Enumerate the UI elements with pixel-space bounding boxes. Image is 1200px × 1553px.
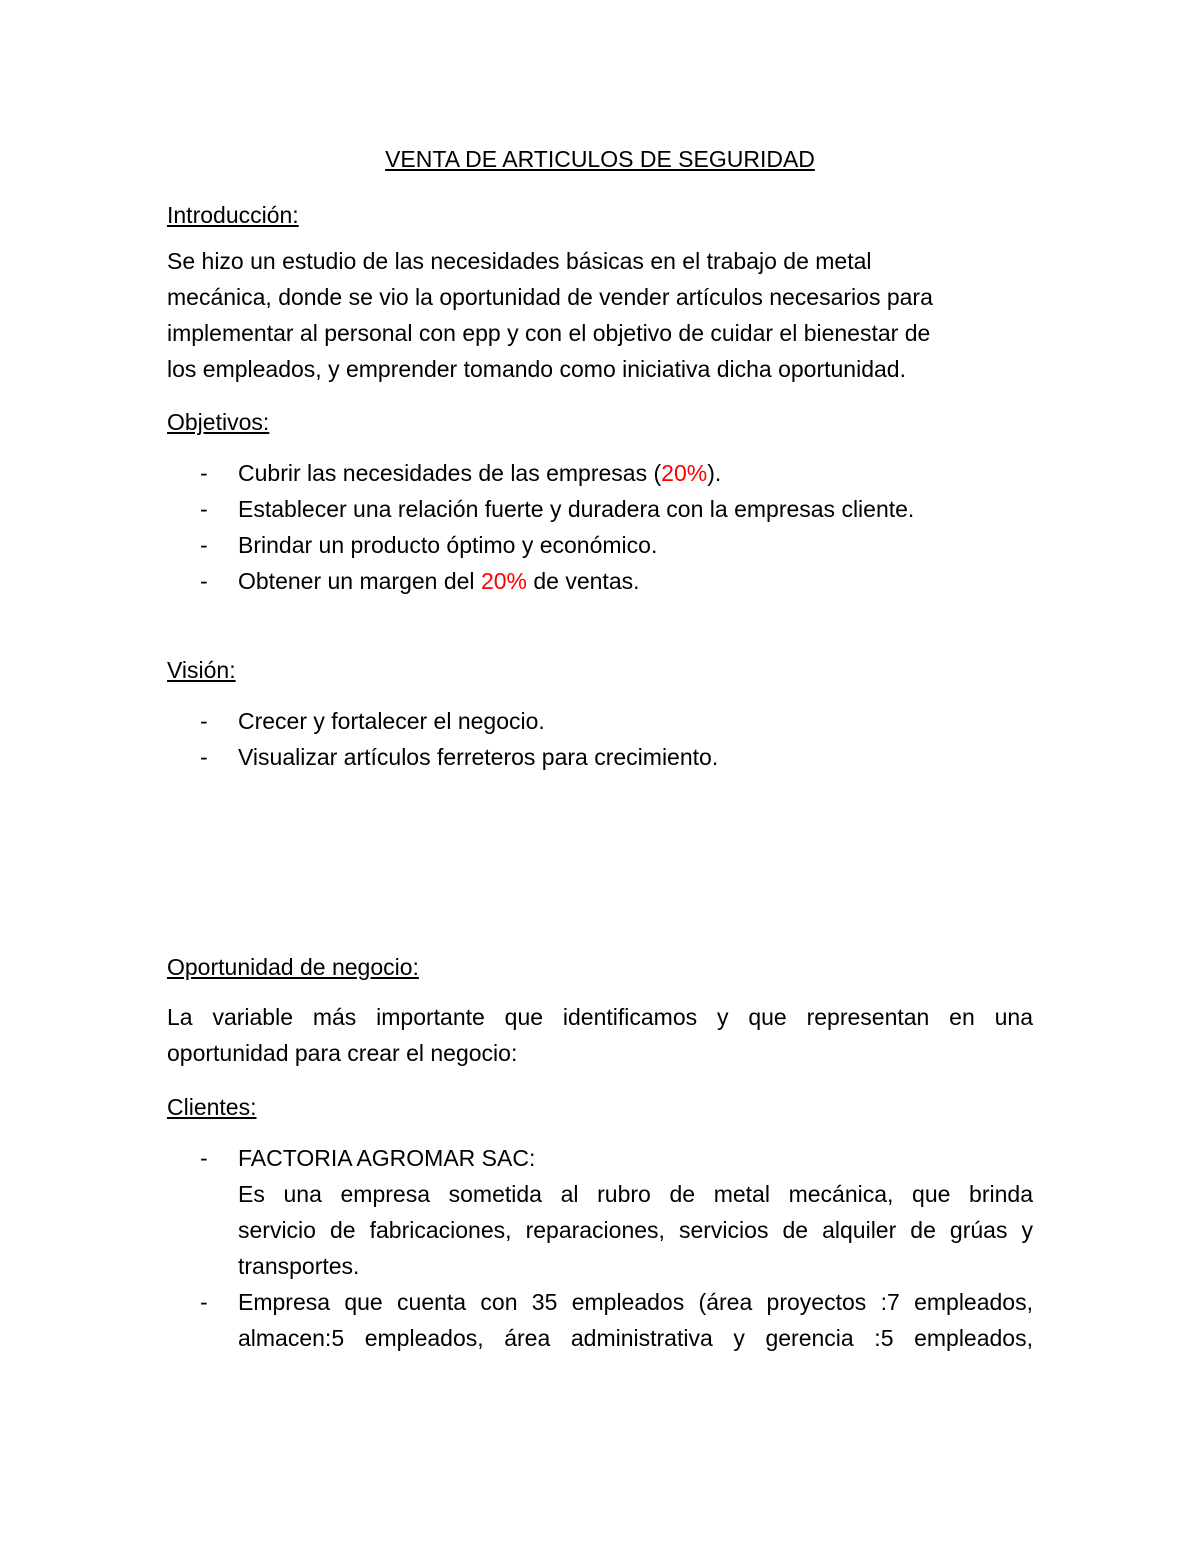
client-description-line: servicio de fabricaciones, reparaciones, servicios de alquiler de grúas y <box>238 1217 1033 1243</box>
item-text: ). <box>707 460 722 486</box>
list-item <box>167 1284 1033 1356</box>
client-description-line: Es una empresa sometida al rubro de metal mecánica, que brinda <box>238 1181 1033 1207</box>
item-text: Establecer una relación fuerte y duradera con la empresas cliente. <box>238 496 915 522</box>
document-title: VENTA DE ARTICULOS DE SEGURIDAD <box>385 146 815 172</box>
introduccion-line: Se hizo un estudio de las necesidades básicas en el trabajo de metal <box>167 248 872 274</box>
dash-bullet: - <box>200 496 208 522</box>
objetivos-heading: Objetivos: <box>167 409 270 435</box>
introduccion-line: mecánica, donde se vio la oportunidad de vender artículos necesarios para <box>167 284 933 310</box>
item-text: Crecer y fortalecer el negocio. <box>238 708 545 734</box>
dash-bullet: - <box>200 744 208 770</box>
list-item <box>167 739 1033 775</box>
introduccion-line: los empleados, y emprender tomando como iniciativa dicha oportunidad. <box>167 356 906 382</box>
list-item <box>167 563 1033 599</box>
item-text: Brindar un producto óptimo y económico. <box>238 532 658 558</box>
list-item <box>167 491 1033 527</box>
list-item <box>167 455 1033 491</box>
client-description-line: almacen:5 empleados, área administrativa y gerencia :5 empleados, <box>238 1325 1033 1351</box>
introduccion-paragraph <box>167 243 1033 387</box>
list-item <box>167 703 1033 739</box>
dash-bullet: - <box>200 568 208 594</box>
dash-bullet: - <box>200 532 208 558</box>
client-description-line: Empresa que cuenta con 35 empleados (área proyectos :7 empleados, <box>238 1289 1033 1315</box>
percentage-highlight: 20% <box>661 460 708 486</box>
client-name: FACTORIA AGROMAR SAC: <box>238 1145 536 1171</box>
dash-bullet: - <box>200 1145 208 1171</box>
client-description-line: transportes. <box>238 1253 360 1279</box>
oportunidad-heading: Oportunidad de negocio: <box>167 954 419 980</box>
vision-list <box>167 703 1033 775</box>
oportunidad-line: La variable más importante que identificamos y que representan en una <box>167 1004 1033 1030</box>
vision-heading: Visión: <box>167 657 236 683</box>
list-item <box>167 1140 1033 1284</box>
introduccion-line: implementar al personal con epp y con el objetivo de cuidar el bienestar de <box>167 320 931 346</box>
percentage-highlight: 20% <box>480 568 527 594</box>
objetivos-list <box>167 455 1033 599</box>
list-item <box>167 527 1033 563</box>
item-text: Visualizar artículos ferreteros para crecimiento. <box>238 744 719 770</box>
dash-bullet: - <box>200 1289 208 1315</box>
clientes-list <box>167 1140 1033 1356</box>
oportunidad-paragraph <box>167 999 1033 1071</box>
clientes-heading: Clientes: <box>167 1094 257 1120</box>
oportunidad-line: oportunidad para crear el negocio: <box>167 1040 518 1066</box>
introduccion-heading: Introducción: <box>167 202 299 228</box>
dash-bullet: - <box>200 460 208 486</box>
item-text: Cubrir las necesidades de las empresas ( <box>238 460 662 486</box>
item-text: de ventas. <box>526 568 640 594</box>
item-text: Obtener un margen del <box>238 568 481 594</box>
dash-bullet: - <box>200 708 208 734</box>
